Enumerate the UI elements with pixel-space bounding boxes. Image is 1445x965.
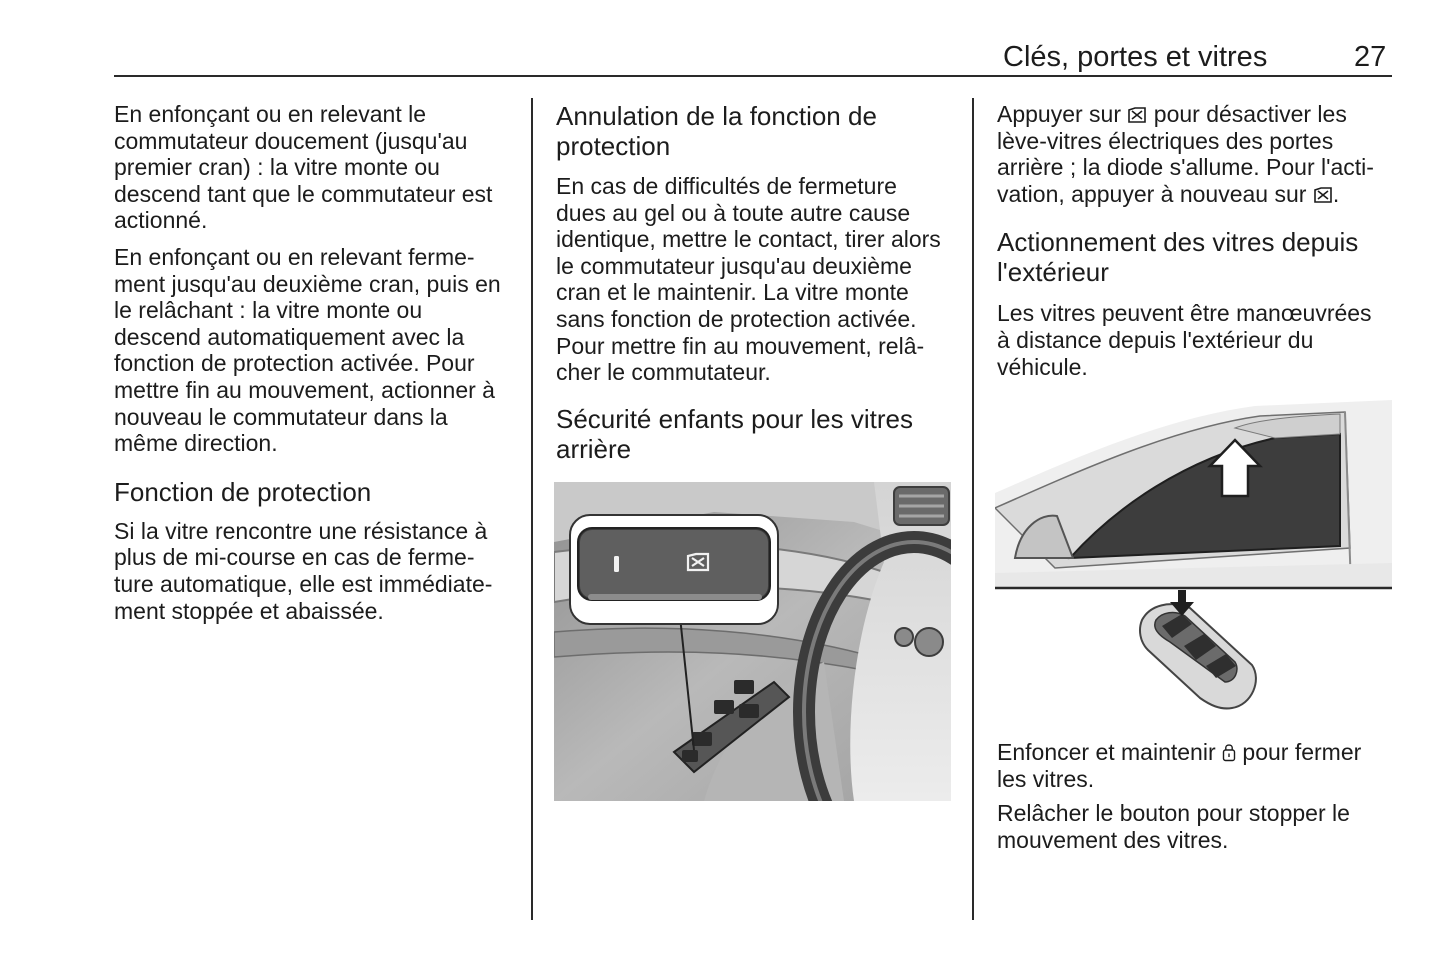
- column-1: [114, 101, 519, 624]
- heading-fonction-protection: Fonction de protection: [114, 476, 372, 507]
- child-lock-window-icon: [1313, 186, 1333, 204]
- heading-annulation: Annulation de la fonction de protection: [556, 101, 877, 161]
- paragraph-child-lock: Appuyer sur pour désactiver les lève-vitres électriques des portes arrière ; la diode s'allume. Pour l'acti- vation, appuyer à nouveau sur .: [997, 101, 1374, 207]
- column-divider-1: [531, 98, 533, 920]
- heading-actionnement-exterieur: Actionnement des vitres depuis l'extérieur: [997, 227, 1359, 288]
- paragraph-annulation: En cas de difficultés de fermeture dues au gel ou à toute autre cause identique, mettre le contact, tirer alors le commutateur jusqu'au deuxième cran et le maintenir. La vitre monte sans fonction de protection activée. Pour mettre fin au mouvement, relâ- cher le commutateur.: [556, 173, 941, 386]
- remote-window-illustration: [995, 398, 1392, 728]
- heading-securite-enfants: Sécurité enfants pour les vitres arrière: [556, 403, 913, 464]
- paragraph-remote-windows: Les vitres peuvent être manœuvrées à distance depuis l'extérieur du véhicule.: [997, 300, 1372, 380]
- paragraph-protection: Si la vitre rencontre une résistance à plus de mi-course en cas de ferme- ture automatique, elle est immédiate- ment stoppée et abaissée.: [114, 517, 493, 624]
- column-3-lower: [997, 739, 1397, 853]
- door-panel-illustration: [554, 482, 951, 801]
- page-number: 27: [1354, 41, 1387, 73]
- lock-icon: [1222, 742, 1236, 762]
- paragraph-soft-press: En enfonçant ou en relevant le commutateur doucement (jusqu'au premier cran) : la vitre monte ou descend tant que le commutateur est actionné.: [114, 101, 493, 234]
- column-3: [997, 101, 1397, 380]
- paragraph-press-lock: Enfoncer et maintenir pour fermer les vitres.: [997, 739, 1362, 792]
- child-lock-window-icon: [1127, 106, 1147, 124]
- header-rule: [114, 75, 1392, 77]
- running-head-title: Clés, portes et vitres: [1003, 41, 1268, 73]
- column-divider-2: [972, 98, 974, 920]
- paragraph-release-button: Relâcher le bouton pour stopper le mouvement des vitres.: [997, 800, 1350, 853]
- column-2: [556, 101, 956, 464]
- paragraph-firm-press: En enfonçant ou en relevant ferme- ment jusqu'au deuxième cran, puis en le relâchant : la vitre monte ou descend automatiquement avec la fonction de protection activée. Pour mettre fin au mouvement, actionner à nouveau le commutateur dans la même direction.: [114, 243, 501, 457]
